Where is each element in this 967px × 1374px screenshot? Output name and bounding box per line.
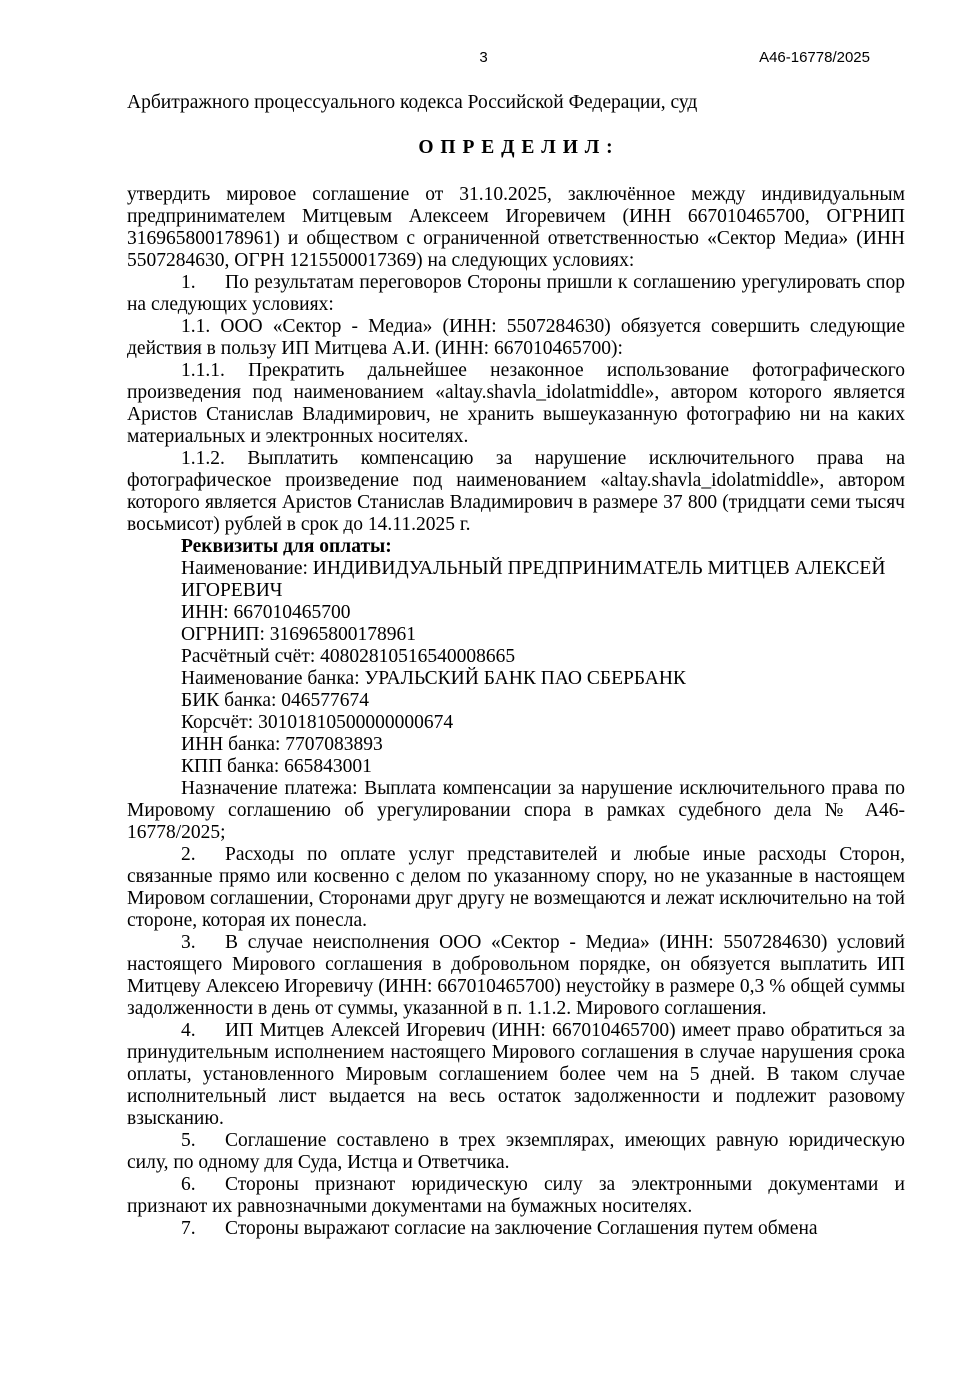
payment-details-title: Реквизиты для оплаты: [181, 536, 392, 557]
page-header [0, 48, 967, 68]
paragraph [127, 1130, 905, 1174]
clause-text: Соглашение составлено в трех экземплярах, имеющих равную юридическую силу, по одному для Суда, Истца и Ответчика. [127, 1130, 905, 1173]
paragraph: Арбитражного процессуального кодекса Российской Федерации, суд [127, 92, 698, 113]
clause-number: 2. [181, 844, 196, 865]
clause-text: В случае неисполнения ООО «Сектор - Медиа» (ИНН: 5507284630) условий настоящего Мирового соглашения в добровольном порядке, он обязуется выплатить ИП Митцеву Алексею Игоревичу (ИНН: 667010465700) неустойку в размере 0,3 % общей суммы задолженности в день от суммы, указанной в п. 1.1.2. Мирового соглашения. [127, 932, 905, 1019]
payment-detail-line: Наименование: ИНДИВИДУАЛЬНЫЙ ПРЕДПРИНИМАТЕЛЬ МИТЦЕВ АЛЕКСЕЙ ИГОРЕВИЧ [181, 558, 886, 601]
clause-number: 5. [181, 1130, 196, 1151]
paragraph [127, 1174, 905, 1218]
ruling-heading: О П Р Е Д Е Л И Л : [418, 137, 614, 158]
payment-detail-line: КПП банка: 665843001 [181, 756, 372, 777]
paragraph [127, 932, 905, 1020]
clause-number: 3. [181, 932, 196, 953]
paragraph: 1.1.2. Выплатить компенсацию за нарушение исключительного права на фотографическое произведение под наименованием «altay.shavla_idolatmiddle», автором которого является Аристов Станислав Владимирович в размере 37 800 (тридцати семи тысяч восьмисот) рублей в срок до 14.11.2025 г. [127, 448, 905, 535]
payment-detail-line: Корсчёт: 30101810500000000674 [181, 712, 454, 733]
clause-text: Стороны выражают согласие на заключение Соглашения путем обмена [225, 1218, 818, 1239]
case-number: А46-16778/2025 [759, 49, 870, 66]
clause-text: По результатам переговоров Стороны пришли к соглашению урегулировать спор на следующих условиях: [127, 272, 905, 315]
paragraph: 1.1.1. Прекратить дальнейшее незаконное использование фотографического произведения под наименованием «altay.shavla_idolatmiddle», автором которого является Аристов Станислав Владимирович, не хранить вышеуказанную фотографию ни на каких материальных и электронных носителях. [127, 360, 905, 447]
paragraph [127, 272, 905, 316]
paragraph: Назначение платежа: Выплата компенсации за нарушение исключительного права по Мировому соглашению об урегулировании спора в рамках судебного дела № А46-16778/2025; [127, 778, 905, 843]
payment-detail-line: Расчётный счёт: 40802810516540008665 [181, 646, 516, 667]
paragraph: утвердить мировое соглашение от 31.10.2025, заключённое между индивидуальным предпринимателем Митцевым Алексеем Игоревичем (ИНН 667010465700, ОГРНИП 316965800178961) и обществом с ограниченной ответственностью «Сектор Медиа» (ИНН 5507284630, ОГРН 1215500017369) на следующих условиях: [127, 184, 905, 271]
payment-detail-line: БИК банка: 046577674 [181, 690, 370, 711]
paragraph [127, 1020, 905, 1130]
document-body [127, 92, 905, 1240]
page-number: 3 [479, 49, 488, 66]
paragraph [127, 1218, 905, 1240]
clause-text: Стороны признают юридическую силу за электронными документами и признают их равнозначными документами на бумажных носителях. [127, 1174, 905, 1217]
payment-detail-line: Наименование банка: УРАЛЬСКИЙ БАНК ПАО СБЕРБАНК [181, 668, 686, 689]
clause-number: 7. [181, 1218, 196, 1239]
clause-number: 6. [181, 1174, 196, 1195]
payment-detail-line: ИНН: 667010465700 [181, 602, 351, 623]
clause-text: ИП Митцев Алексей Игоревич (ИНН: 667010465700) имеет право обратиться за принудительным исполнением настоящего Мирового соглашения в случае нарушения срока оплаты, установленного Мировым соглашением более чем на 5 дней. В таком случае исполнительный лист выдается на весь остаток задолженности и подлежит разовому взысканию. [127, 1020, 905, 1129]
payment-detail-line: ОГРНИП: 316965800178961 [181, 624, 416, 645]
clause-number: 4. [181, 1020, 196, 1041]
paragraph [127, 844, 905, 932]
payment-detail-line: ИНН банка: 7707083893 [181, 734, 383, 755]
paragraph: 1.1. ООО «Сектор - Медиа» (ИНН: 5507284630) обязуется совершить следующие действия в пользу ИП Митцева А.И. (ИНН: 667010465700): [127, 316, 905, 359]
clause-text: Расходы по оплате услуг представителей и любые иные расходы Сторон, связанные прямо или косвенно с делом по указанному спору, но не указанные в настоящем Мировом соглашении, Сторонами друг другу не возмещаются и лежат исключительно на той стороне, которая их понесла. [127, 844, 905, 931]
clause-number: 1. [181, 272, 196, 293]
